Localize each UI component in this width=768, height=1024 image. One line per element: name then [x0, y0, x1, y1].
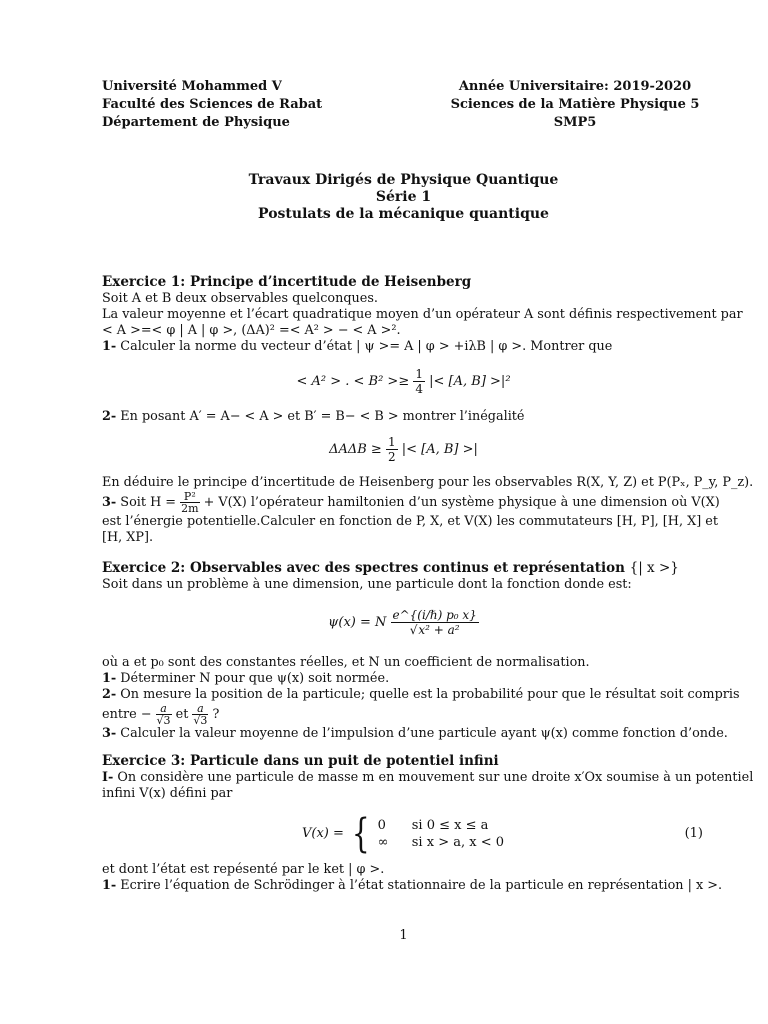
fraction-numerator: a — [156, 703, 172, 715]
exercise-1 — [102, 273, 754, 546]
equation-lhs: ΔAΔB ≥ — [329, 442, 382, 457]
page-number: 1 — [399, 928, 408, 943]
fraction-numerator: e^{(i/ℏ) p₀ x} — [392, 608, 477, 622]
university-name: Université Mohammed V — [102, 79, 282, 94]
fraction — [180, 491, 199, 514]
institution-block — [102, 78, 322, 132]
exercise-1-definition-formula: < A >=< φ | A | φ >, (ΔA)² =< A² > − < A >². — [102, 323, 401, 338]
title-line-1: Travaux Dirigés de Physique Quantique — [248, 172, 559, 188]
document-title — [102, 172, 705, 223]
fraction-numerator: P² — [180, 491, 199, 503]
fraction — [413, 367, 425, 396]
exercise-2-question-1 — [102, 671, 705, 687]
exercise-2-question-3 — [102, 726, 728, 742]
fraction-denominator: √3 — [156, 714, 171, 727]
question-text: Calculer la norme du vecteur d’état | ψ >= A | φ > +iλB | φ >. Montrer que — [120, 339, 613, 354]
piecewise-cases — [378, 817, 504, 851]
fraction-numerator: 1 — [387, 435, 396, 449]
question-text: Soit H = — [120, 495, 177, 510]
document-page — [102, 0, 754, 1024]
fraction-denominator: 2 — [387, 450, 396, 464]
exercise-2-question-2 — [102, 687, 740, 703]
program-name: Sciences de la Matière Physique 5 — [450, 97, 700, 112]
exercise-1-definition: La valeur moyenne et l’écart quadratique moyen d’un opérateur A sont définis respectivement par — [102, 307, 743, 322]
program-code: SMP5 — [553, 115, 597, 130]
question-number: 2- — [102, 409, 117, 424]
fraction-denominator: 4 — [415, 382, 424, 396]
question-text: En posant A′ = A− < A > et B′ = B− < B > montrer l’inégalité — [120, 409, 525, 424]
question-number: 1- — [102, 671, 117, 686]
case-2-condition: si x > a, x < 0 — [411, 834, 504, 850]
academic-year-block — [445, 78, 705, 132]
exercise-2-intro: Soit dans un problème à une dimension, une particule dont la fonction donde est: — [102, 577, 632, 592]
fraction-numerator: 1 — [415, 367, 424, 381]
question-number: 3- — [102, 495, 117, 510]
department-name: Département de Physique — [102, 115, 290, 130]
fraction-denominator: 2m — [181, 502, 199, 515]
question-number: 1- — [102, 878, 117, 893]
question-number: 3- — [102, 726, 117, 741]
title-line-2: Série 1 — [375, 189, 432, 205]
equation-rhs: |< [A, B] >| — [401, 442, 478, 457]
case-2-value: ∞ — [377, 834, 389, 850]
equation-lhs: ψ(x) = N — [328, 615, 387, 630]
potential-equation — [102, 810, 705, 858]
exercise-3-part-1-line-2: infini V(x) défini par — [102, 786, 233, 801]
case-1-value: 0 — [377, 817, 386, 833]
exercise-1-heading: Exercice 1: Principe d’incertitude de Heisenberg — [102, 274, 472, 290]
exercise-2-heading — [102, 559, 705, 577]
exercise-2 — [102, 559, 740, 742]
question-text: Déterminer N pour que ψ(x) soit normée. — [120, 671, 390, 686]
interval-start: entre − — [102, 707, 152, 722]
equation-lhs: V(x) = — [302, 826, 344, 841]
exercise-3-part-1 — [102, 770, 754, 786]
exercise-1-question-3-line-2: est l’énergie potentielle.Calculer en fonction de P, X, et V(X) les commutateurs [H, P], [H, X] et — [102, 514, 718, 529]
question-text: Ecrire l’équation de Schrödinger à l’état stationnaire de la particule en représentation | x >. — [120, 878, 723, 893]
exercise-3 — [102, 752, 754, 894]
case-1 — [378, 817, 504, 834]
exercise-3-question-1 — [102, 878, 723, 894]
question-text: On mesure la position de la particule; quelle est la probabilité pour que le résultat soit compris — [120, 687, 740, 702]
question-number: 2- — [102, 687, 117, 702]
equation-1 — [102, 365, 705, 399]
fraction-denominator: √3 — [193, 714, 208, 727]
heading-text: Exercice 2: Observables avec des spectres continus et représentation — [102, 560, 625, 576]
question-text: Calculer la valeur moyenne de l’impulsion d’une particule ayant ψ(x) comme fonction d’onde. — [120, 726, 728, 741]
heading-math: {| x >} — [629, 560, 679, 576]
exercise-1-intro: Soit A et B deux observables quelconques. — [102, 291, 378, 306]
exercise-3-heading: Exercice 3: Particule dans un puit de potentiel infini — [102, 753, 499, 769]
exercise-1-question-1 — [102, 339, 705, 355]
equation-2 — [102, 433, 705, 467]
case-2 — [378, 834, 504, 851]
question-number: 1- — [102, 339, 117, 354]
part-number: I- — [102, 770, 114, 785]
faculty-name: Faculté des Sciences de Rabat — [102, 97, 323, 112]
interval-and: et — [175, 707, 189, 722]
question-mark: ? — [212, 707, 220, 722]
title-line-3: Postulats de la mécanique quantique — [258, 206, 549, 222]
equation-rhs: |< [A, B] >|² — [429, 374, 511, 389]
fraction-numerator: a — [192, 703, 208, 715]
exercise-2-question-2-line-2 — [102, 703, 705, 726]
fraction — [391, 608, 479, 637]
exercise-1-question-2 — [102, 409, 705, 425]
sqrt-content: x² + a² — [418, 623, 460, 637]
equation-lhs: < A² > . < B² >≥ — [296, 374, 410, 389]
exercise-3-ket: et dont l’état est repésenté par le ket | φ >. — [102, 862, 385, 877]
wavefunction-equation — [102, 603, 705, 643]
exercise-1-question-3-line-3: [H, XP]. — [102, 530, 154, 545]
question-text-continued: + V(X) l’opérateur hamiltonien d’un système physique à une dimension où V(X) — [203, 495, 720, 510]
left-brace: { — [351, 810, 370, 857]
fraction-lower-bound — [156, 703, 172, 726]
case-1-condition: si 0 ≤ x ≤ a — [411, 817, 489, 833]
exercise-2-where: où a et p₀ sont des constantes réelles, et N un coefficient de normalisation. — [102, 655, 590, 670]
exercise-1-question-3 — [102, 490, 720, 515]
exercise-1-deduction: En déduire le principe d’incertitude de Heisenberg pour les observables R(X, Y, Z) et P(Pₓ, P_y, P_z). — [102, 475, 754, 490]
fraction-denominator: √x² + a² — [409, 623, 460, 637]
equation-number: (1) — [684, 826, 703, 841]
fraction — [386, 435, 398, 464]
fraction-upper-bound — [192, 703, 208, 726]
academic-year: Année Universitaire: 2019-2020 — [458, 79, 692, 94]
part-text: On considère une particule de masse m en mouvement sur une droite x′Ox soumise à un potentiel — [117, 770, 754, 785]
